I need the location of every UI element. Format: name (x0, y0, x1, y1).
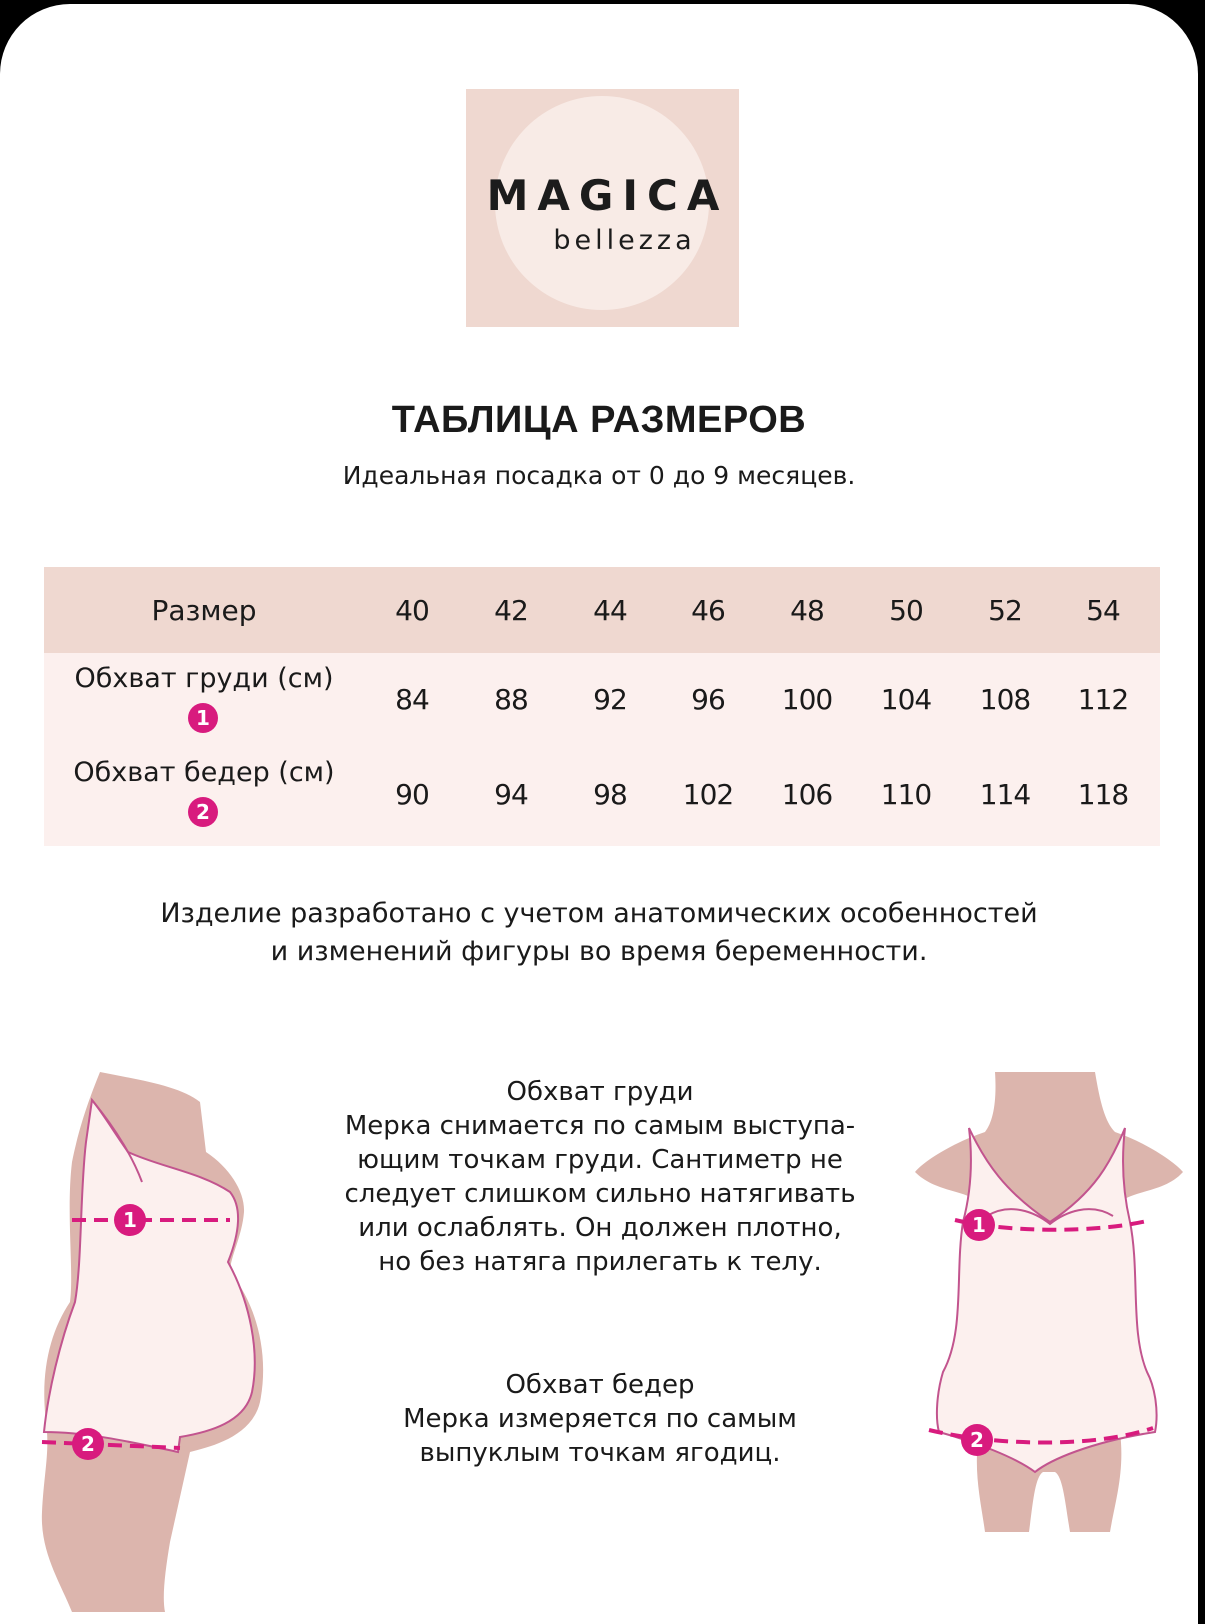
hips-description (280, 1368, 920, 1470)
table-cell: 94 (494, 778, 528, 811)
page-subtitle: Идеальная посадка от 0 до 9 месяцев. (342, 461, 856, 490)
note-line-2: и изменений фигуры во время беременности. (270, 936, 928, 967)
size-cell: 46 (691, 594, 725, 627)
table-cell: 110 (880, 778, 932, 811)
table-cell: 106 (781, 778, 833, 811)
size-cell: 48 (790, 594, 824, 627)
table-cell: 104 (880, 683, 932, 716)
table-cell: 98 (593, 778, 627, 811)
size-cell: 50 (889, 594, 923, 627)
header-label: Размер (151, 594, 257, 627)
chest-line: следует слишком сильно натягивать (344, 1179, 856, 1209)
table-cell: 100 (781, 683, 833, 716)
page (0, 4, 1198, 1624)
page-title: ТАБЛИЦА РАЗМЕРОВ (391, 399, 807, 441)
side-profile-figure (30, 1072, 270, 1612)
row-label-hips: Обхват бедер (см) (73, 757, 335, 788)
table-cell: 92 (593, 683, 627, 716)
chest-marker-number: 1 (123, 1208, 137, 1232)
table-body (44, 653, 1160, 846)
chest-line: ющим точкам груди. Сантиметр не (357, 1145, 843, 1175)
size-cell: 42 (494, 594, 528, 627)
row-label-chest: Обхват груди (см) (74, 663, 334, 694)
hips-marker-number: 2 (970, 1428, 984, 1452)
size-cell: 40 (395, 594, 429, 627)
hips-title: Обхват бедер (505, 1370, 695, 1400)
hips-line: выпуклым точкам ягодиц. (419, 1438, 781, 1468)
hips-line: Мерка измеряется по самым (403, 1404, 797, 1434)
chest-title: Обхват груди (506, 1077, 694, 1107)
chest-line: Мерка снимается по самым выступа- (344, 1111, 856, 1141)
table-cell: 88 (494, 683, 528, 716)
table-cell: 108 (979, 683, 1031, 716)
table-cell: 96 (691, 683, 725, 716)
chest-marker-number: 1 (972, 1213, 986, 1237)
table-header-row (44, 567, 1160, 653)
size-cell: 54 (1086, 594, 1120, 627)
design-note (0, 895, 1198, 971)
logo-sub-text: bellezza (553, 225, 696, 256)
table-cell: 102 (682, 778, 734, 811)
note-line-1: Изделие разработано с учетом анатомических особенностей (160, 898, 1038, 929)
chest-line: но без натяга прилегать к телу. (378, 1247, 822, 1277)
table-cell: 90 (395, 778, 429, 811)
front-view-figure (915, 1072, 1185, 1532)
logo-brand-text: MAGICA (486, 171, 729, 220)
size-cell: 52 (988, 594, 1022, 627)
hips-marker-number: 2 (81, 1432, 95, 1456)
hips-number-badge: 2 (188, 797, 218, 827)
table-cell: 118 (1077, 778, 1129, 811)
table-cell: 114 (979, 778, 1031, 811)
chest-number-badge: 1 (188, 703, 218, 733)
brand-logo (466, 89, 739, 327)
chest-line: или ослаблять. Он должен плотно, (358, 1213, 842, 1243)
chest-description (280, 1075, 920, 1279)
size-cell: 44 (593, 594, 627, 627)
table-cell: 84 (395, 683, 429, 716)
table-cell: 112 (1077, 683, 1129, 716)
size-table (44, 567, 1160, 846)
